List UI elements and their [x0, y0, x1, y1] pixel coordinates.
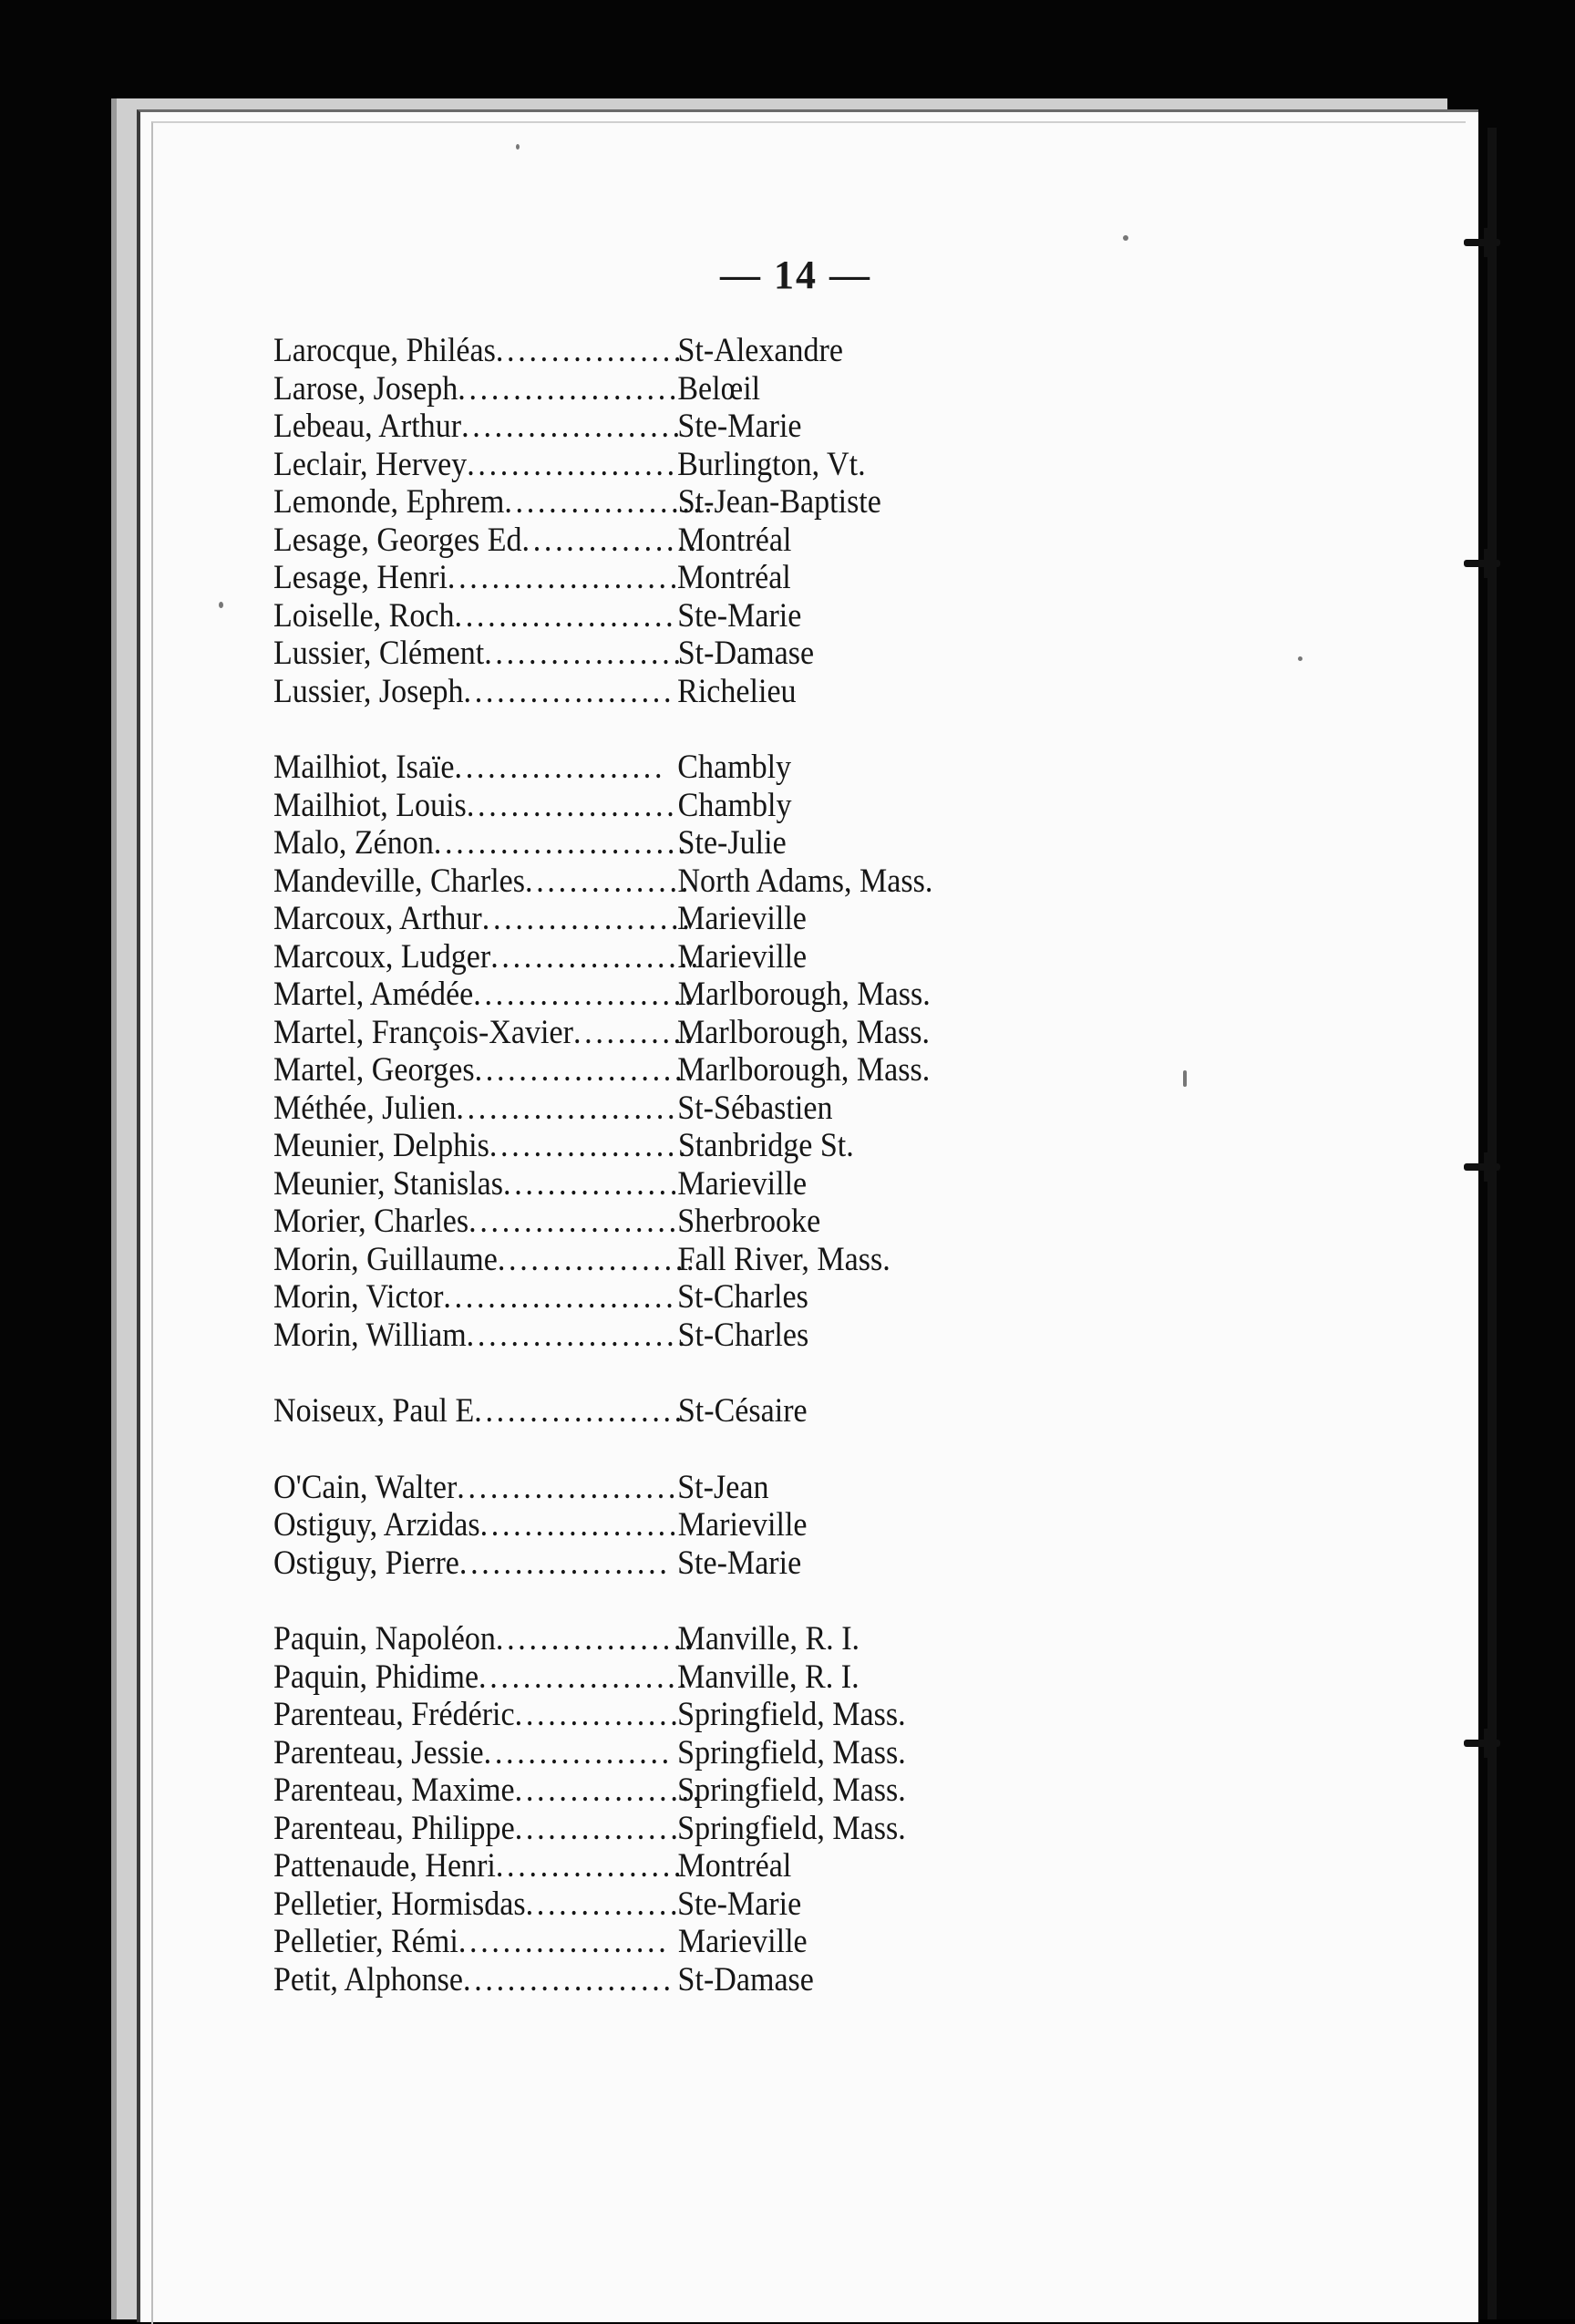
leader-dots: ...................: [463, 1960, 674, 1999]
ink-speck: [1298, 656, 1302, 661]
ink-speck: [1183, 1070, 1187, 1087]
entry-name: Mailhiot, Louis: [273, 786, 467, 824]
entry-group: [273, 1469, 1112, 1583]
directory-entry: [273, 862, 1112, 901]
entry-place: Richelieu: [677, 672, 797, 710]
entry-place: Montréal: [676, 559, 791, 596]
directory-entry: [273, 1014, 1112, 1052]
directory-entry: [273, 597, 1112, 635]
directory-entry: [273, 1696, 1112, 1734]
entry-name: Lebeau, Arthur: [273, 408, 462, 445]
entry-name: Mailhiot, Isaïe: [273, 749, 455, 786]
leader-dots: .......................: [433, 824, 690, 862]
entry-place: Sherbrooke: [677, 1203, 821, 1240]
directory-entry: [273, 787, 1112, 825]
directory-entry: [273, 370, 1112, 408]
entry-place: Springfield, Mass.: [677, 1733, 906, 1771]
leader-dots: ...........: [572, 1013, 696, 1051]
directory-entry: [273, 1090, 1112, 1128]
directory-entry: [273, 1658, 1112, 1697]
directory-entry: [273, 408, 1112, 446]
leader-dots: ..................: [479, 1506, 681, 1544]
directory-entry: [273, 824, 1112, 862]
entry-name: Lussier, Clément: [273, 635, 485, 672]
entry-name: Paquin, Napoléon: [273, 1620, 496, 1658]
leader-dots: ....................: [473, 976, 696, 1013]
entry-place: Ste-Marie: [677, 1885, 802, 1923]
entry-name: Parenteau, Philippe: [273, 1809, 515, 1847]
directory-entry: [273, 483, 1112, 522]
leader-dots: .................: [495, 332, 685, 369]
entry-place: Marlborough, Mass.: [677, 1013, 931, 1051]
binding-stitch: [1464, 239, 1500, 246]
entry-name: Morin, Guillaume: [273, 1240, 498, 1278]
directory-entry: [273, 749, 1112, 787]
entry-place: Marieville: [677, 1164, 808, 1203]
entry-place: Belœil: [677, 369, 761, 408]
entry-place: Ste-Marie: [677, 408, 802, 445]
entry-name: Leclair, Hervey: [273, 445, 468, 483]
directory-entry: [273, 1885, 1112, 1924]
entry-group: [273, 1392, 1112, 1431]
directory-entry: [273, 1847, 1112, 1885]
leader-dots: ....................: [461, 408, 684, 445]
entry-group: [273, 1620, 1112, 1999]
leader-dots: ..................: [484, 635, 685, 672]
leader-dots: ...................: [481, 900, 694, 937]
entry-name: Marcoux, Ludger: [273, 937, 491, 976]
directory-entry: [273, 635, 1112, 673]
leader-dots: ....................: [456, 1089, 679, 1127]
directory-entry: [273, 1051, 1112, 1090]
entry-group: [273, 332, 1112, 710]
leader-dots: .....................: [447, 559, 681, 596]
entry-name: Paquin, Phidime: [273, 1658, 479, 1696]
entry-place: Marieville: [677, 937, 808, 976]
entry-name: Martel, Georges: [273, 1051, 475, 1089]
leader-dots: ...................: [454, 749, 666, 786]
leader-dots: ...................: [479, 1658, 690, 1696]
entry-name: Morier, Charles: [273, 1203, 469, 1240]
entry-name: Pattenaude, Henri: [273, 1847, 496, 1885]
entry-place: St-Charles: [677, 1316, 809, 1354]
entry-place: Montréal: [677, 1847, 792, 1885]
entry-name: Meunier, Delphis: [273, 1127, 489, 1164]
directory-entry: [273, 1317, 1112, 1355]
entry-place: Marieville: [677, 1923, 808, 1960]
leader-dots: ...............: [525, 862, 692, 900]
leader-dots: ....................: [454, 596, 677, 635]
binding-stitch: [1464, 1163, 1500, 1171]
entry-place: St-Jean: [677, 1468, 769, 1506]
entry-name: Mandeville, Charles: [273, 862, 526, 900]
entry-place: Ste-Julie: [677, 824, 787, 862]
directory-entry: [273, 1810, 1112, 1848]
leader-dots: .....................: [443, 1278, 677, 1316]
leader-dots: ...................: [474, 1392, 685, 1430]
entry-place: Ste-Marie: [677, 596, 802, 635]
entry-place: Marlborough, Mass.: [677, 976, 931, 1013]
leader-dots: ...................: [466, 786, 678, 824]
leader-dots: ...................: [458, 1923, 670, 1960]
entry-place: St-Damase: [677, 635, 815, 672]
directory-entry: [273, 1278, 1112, 1317]
entry-name: Morin, Victor: [273, 1278, 444, 1316]
entry-place: Manville, R. I.: [677, 1658, 860, 1696]
directory-entry: [273, 1961, 1112, 1999]
page-number: — 14 —: [720, 253, 871, 297]
directory-entry: [273, 332, 1112, 370]
leader-dots: ...................: [458, 1544, 671, 1582]
entry-place: Springfield, Mass.: [677, 1696, 906, 1733]
entry-place: St-Césaire: [677, 1392, 808, 1430]
leader-dots: ....................: [466, 1316, 689, 1354]
entry-place: St-Alexandre: [677, 332, 844, 369]
entry-name: Parenteau, Frédéric: [273, 1696, 515, 1733]
entry-place: Fall River, Mass.: [677, 1240, 890, 1278]
directory-entry: [273, 1469, 1112, 1507]
ink-speck: [1123, 235, 1128, 241]
entry-place: St-Charles: [677, 1278, 808, 1316]
entry-name: Martel, Amédée: [273, 976, 474, 1013]
entry-name: Lemonde, Ephrem: [273, 483, 505, 521]
leader-dots: ....................: [457, 1468, 680, 1506]
leader-dots: ...................: [463, 672, 675, 710]
leader-dots: ................: [521, 521, 700, 559]
entry-name: Marcoux, Arthur: [273, 900, 482, 937]
leader-dots: ..................: [497, 1240, 698, 1278]
entry-name: Pelletier, Hormisdas: [273, 1885, 526, 1923]
entry-place: Chambly: [677, 749, 792, 786]
entry-place: St-Sébastien: [677, 1089, 833, 1127]
directory-entry: [273, 1506, 1112, 1544]
directory-entry: [273, 1203, 1112, 1241]
entry-place: Springfield, Mass.: [677, 1771, 906, 1809]
entry-name: Morin, William: [273, 1316, 467, 1354]
entry-place: Marieville: [677, 900, 807, 937]
directory-entry: [273, 938, 1112, 976]
entry-place: Ste-Marie: [677, 1544, 802, 1582]
entry-name: Larose, Joseph: [273, 369, 458, 408]
entry-place: St-Damase: [677, 1960, 814, 1999]
entry-place: Manville, R. I.: [677, 1620, 860, 1658]
leader-dots: .................: [514, 1771, 704, 1809]
entry-name: Martel, François-Xavier: [273, 1013, 573, 1051]
entry-name: Noiseux, Paul E: [273, 1392, 475, 1430]
directory-entry: [273, 1241, 1112, 1279]
binding-stitch: [1464, 1740, 1500, 1747]
directory-entry: [273, 1771, 1112, 1810]
directory-entry: [273, 1165, 1112, 1203]
directory-entry: [273, 976, 1112, 1014]
leader-dots: ...................: [468, 1203, 680, 1240]
entry-name: Malo, Zénon: [273, 824, 434, 862]
directory-entry: [273, 559, 1112, 597]
leader-dots: ..................: [489, 1127, 690, 1164]
leader-dots: ....................: [458, 369, 681, 408]
entry-name: Parenteau, Jessie: [273, 1733, 484, 1771]
entry-name: Ostiguy, Pierre: [273, 1544, 459, 1582]
directory-entry: [273, 522, 1112, 560]
entry-name: O'Cain, Walter: [273, 1468, 458, 1506]
entry-group: [273, 749, 1112, 1354]
entry-name: Lussier, Joseph: [273, 672, 464, 710]
leader-dots: ...................: [490, 937, 702, 976]
directory-entry: [273, 446, 1112, 484]
leader-dots: ...................: [467, 445, 678, 483]
name-directory-list: [273, 332, 1112, 2037]
entry-place: Chambly: [677, 786, 792, 824]
entry-name: Lesage, Henri: [273, 559, 448, 596]
entry-place: Montréal: [677, 521, 792, 559]
entry-name: Meunier, Stanislas: [273, 1164, 504, 1203]
leader-dots: ..................: [495, 1620, 696, 1658]
entry-name: Parenteau, Maxime: [273, 1771, 515, 1809]
entry-place: Marieville: [677, 1506, 808, 1544]
directory-entry: [273, 1127, 1112, 1165]
directory-entry: [273, 1620, 1112, 1658]
leader-dots: ...................: [504, 483, 715, 521]
entry-place: St-Jean-Baptiste: [677, 483, 881, 521]
entry-name: Méthée, Julien: [273, 1089, 457, 1127]
entry-place: Stanbridge St.: [677, 1127, 854, 1164]
directory-entry: [273, 1544, 1112, 1583]
leader-dots: ...................: [474, 1051, 686, 1089]
directory-entry: [273, 900, 1112, 938]
entry-place: Springfield, Mass.: [677, 1809, 906, 1847]
leader-dots: ...............: [514, 1696, 682, 1733]
binding-edge: [1488, 128, 1497, 2319]
leader-dots: ................: [503, 1164, 682, 1203]
ink-speck: [516, 144, 520, 150]
entry-place: North Adams, Mass.: [677, 862, 933, 900]
directory-entry: [273, 1734, 1112, 1772]
entry-name: Pelletier, Rémi: [273, 1923, 458, 1960]
leader-dots: .................: [483, 1733, 673, 1771]
entry-name: Petit, Alphonse: [273, 1960, 464, 1999]
directory-entry: [273, 1392, 1112, 1431]
directory-entry: [273, 673, 1112, 711]
leader-dots: ...............: [514, 1809, 682, 1847]
ink-speck: [219, 602, 223, 608]
entry-name: Ostiguy, Arzidas: [273, 1506, 480, 1544]
entry-place: Marlborough, Mass.: [677, 1051, 931, 1089]
entry-place: Burlington, Vt.: [677, 445, 866, 483]
entry-name: Larocque, Philéas: [273, 332, 496, 369]
directory-entry: [273, 1923, 1112, 1961]
entry-name: Loiselle, Roch: [273, 596, 455, 635]
leader-dots: .................: [495, 1847, 685, 1885]
binding-stitch: [1464, 560, 1500, 567]
entry-name: Lesage, Georges Ed: [273, 521, 522, 559]
leader-dots: ..............: [525, 1885, 682, 1923]
